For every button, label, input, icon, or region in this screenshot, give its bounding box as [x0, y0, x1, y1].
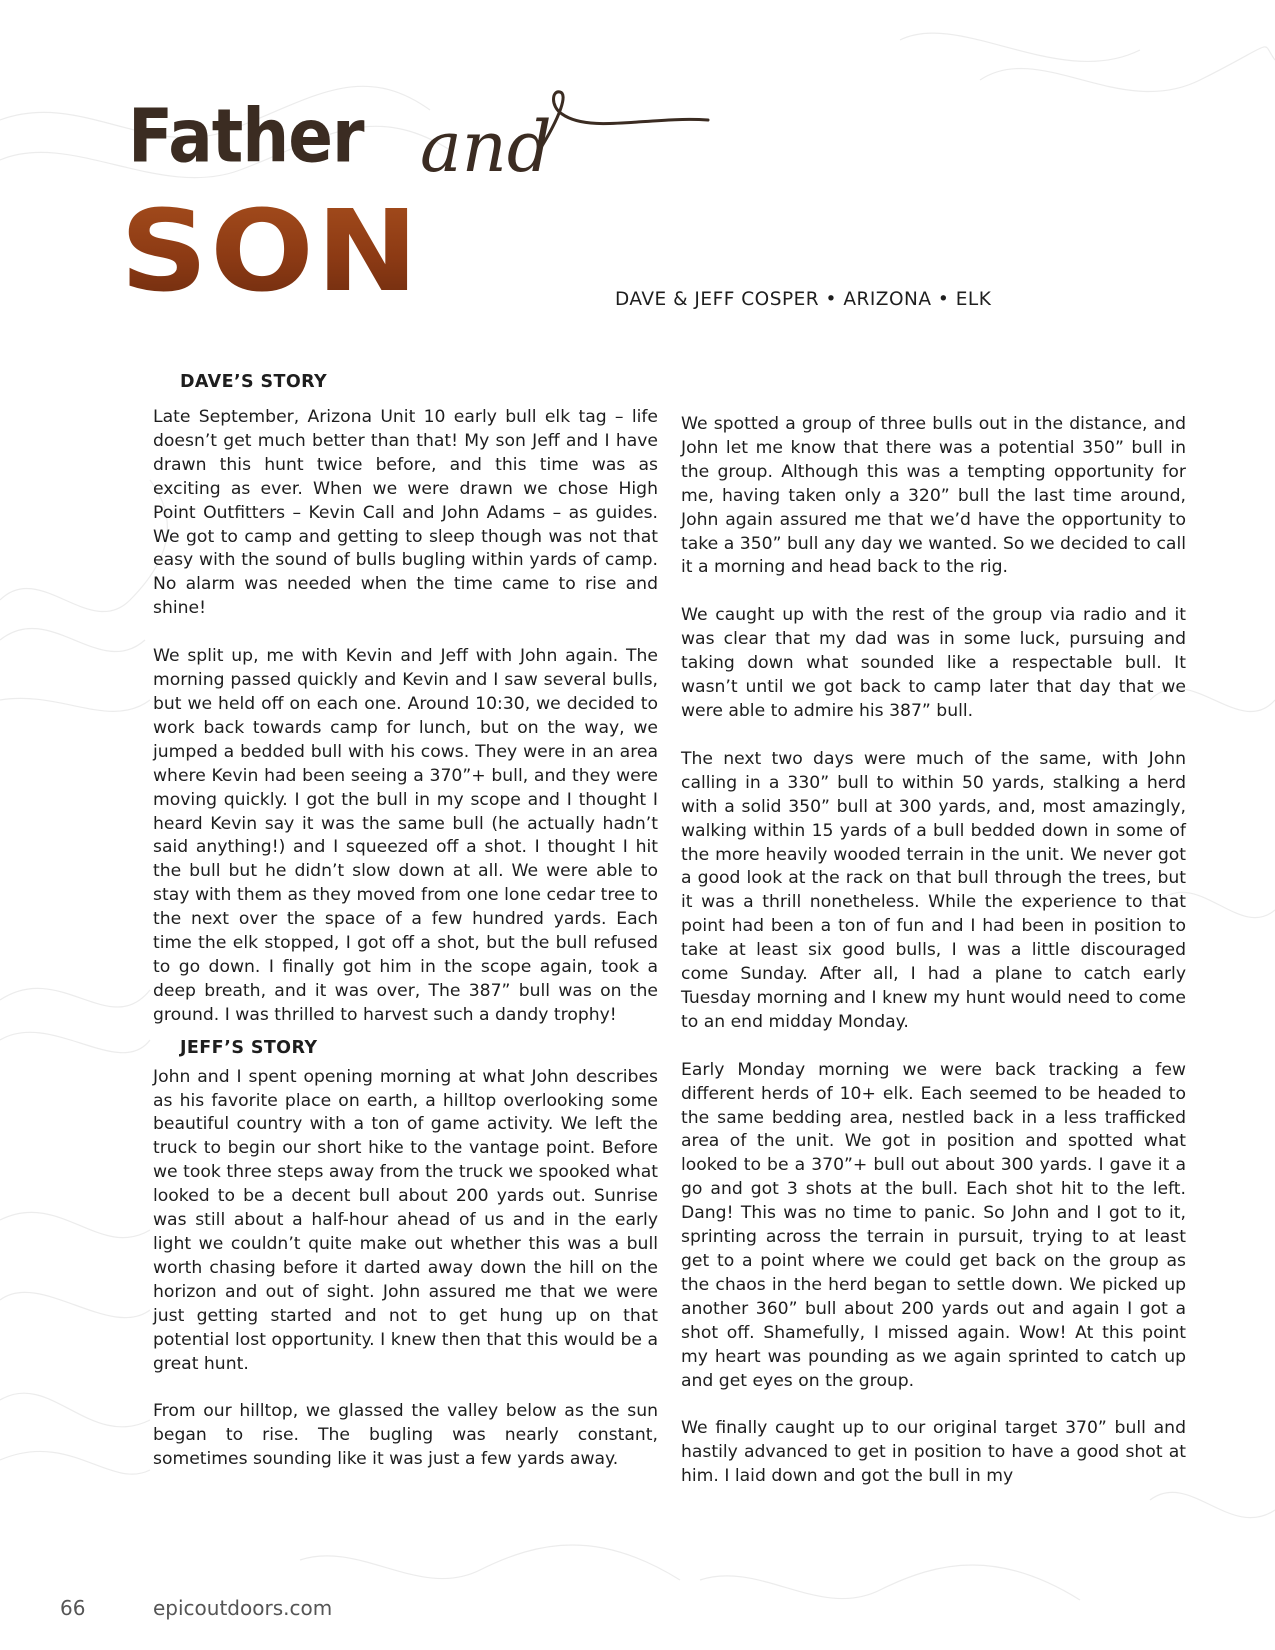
jeff-story-heading: JEFF’S STORY	[180, 1037, 318, 1058]
title-son: SON	[120, 187, 421, 317]
title-father: Father	[128, 93, 364, 180]
title-swash-flourish	[540, 86, 710, 166]
dave-story-heading: DAVE’S STORY	[180, 372, 328, 392]
dave-paragraph-1: Late September, Arizona Unit 10 early bull elk tag – life doesn’t get much better than that! My son Jeff and I have drawn this hunt twice before, and this time was as exciting as ever. When we were drawn we chose High Point Outfitters – Kevin Call and John Adams – as guides. We got to camp and getting to sleep though was not that easy with the sound of bulls bugling within yards of camp. No alarm was needed when the time came to rise and shine!	[153, 407, 658, 619]
right-column	[681, 413, 1186, 1489]
left-column	[153, 372, 658, 1472]
right-paragraph-3: The next two days were much of the same, with John calling in a 330” bull to within 50 yards, stalking a herd with a solid 350” bull at 300 yards, and, most amazingly, walking within 15 yards of a bull bedded down in some of the more heavily wooded terrain in the unit. We never got a good look at the rack on that bull through the trees, but it was a thrill nonetheless. While the experience to that point had been a ton of fun and I had been in position to take at least six good bulls, I was a little discouraged come Sunday. After all, I had a plane to catch early Tuesday morning and I knew my hunt would need to come to an end midday Monday.	[681, 748, 1186, 1032]
dave-paragraph-2: We split up, me with Kevin and Jeff with John again. The morning passed quickly and Kevin and I saw several bulls, but we held off on each one. Around 10:30, we decided to work back towards camp for lunch, but on the way, we jumped a bedded bull with his cows. They were in an area where Kevin had been seeing a 370”+ bull, and they were moving quickly. I got the bull in my scope and I thought I heard Kevin say it was the same bull (he actually hadn’t said anything!) and I squeezed off a shot. I thought I hit the bull but he didn’t slow down at all. We were able to stay with them as they moved from one lone cedar tree to the next over the space of a few hundred yards. Each time the elk stopped, I got off a shot, but the bull refused to go down. I finally got him in the scope again, took a deep breath, and it was over, The 387” bull was on the ground. I was thrilled to harvest such a dandy trophy!	[153, 646, 658, 1025]
title-and-script: and	[420, 106, 552, 188]
article-byline: DAVE & JEFF COSPER • ARIZONA • ELK	[615, 289, 992, 310]
right-paragraph-2: We caught up with the rest of the group via radio and it was clear that my dad was in some luck, pursuing and taking down what sounded like a respectable bull. It wasn’t until we got back to camp later that day that we were able to admire his 387” bull.	[681, 605, 1186, 721]
right-paragraph-4: Early Monday morning we were back tracking a few different herds of 10+ elk. Each seemed to be headed to the same bedding area, nestled back in a less trafficked area of the unit. We got in position and spotted what looked to be a 370”+ bull out about 300 yards. I gave it a go and got 3 shots at the bull. Each shot hit to the left. Dang! This was no time to panic. So John and I got to it, sprinting across the terrain in pursuit, trying to at least get to a point where we could get back on the group as the chaos in the herd began to settle down. We picked up another 360” bull about 200 yards out and again I got a shot off. Shamefully, I missed again. Wow! At this point my heart was pounding as we again sprinted to catch up and get eyes on the group.	[681, 1059, 1186, 1391]
page-number: 66	[60, 1596, 86, 1620]
right-paragraph-5: We finally caught up to our original target 370” bull and hastily advanced to get in position to have a good shot at him. I laid down and got the bull in my	[681, 1418, 1186, 1487]
jeff-paragraph-2: From our hilltop, we glassed the valley below as the sun began to rise. The bugling was nearly constant, sometimes sounding like it was just a few yards away.	[153, 1401, 658, 1470]
jeff-paragraph-1: John and I spent opening morning at what John describes as his favorite place on earth, a hilltop overlooking some beautiful country with a ton of game activity. We left the truck to begin our short hike to the vantage point. Before we took three steps away from the truck we spooked what looked to be a decent bull about 200 yards out. Sunrise was still about a half-hour ahead of us and in the early light we couldn’t quite make out whether this was a bull worth chasing before it darted away down the hill on the horizon and out of sight. John assured me that we were just getting started and not to get hung up on that potential lost opportunity. I knew then that this would be a great hunt.	[153, 1066, 658, 1374]
right-paragraph-1: We spotted a group of three bulls out in the distance, and John let me know that there was a potential 350” bull in the group. Although this was a tempting opportunity for me, having taken only a 320” bull the last time around, John again assured me that we’d have the opportunity to take a 350” bull any day we wanted. So we decided to call it a morning and head back to the rig.	[681, 414, 1186, 578]
website-footer: epicoutdoors.com	[153, 1596, 333, 1620]
